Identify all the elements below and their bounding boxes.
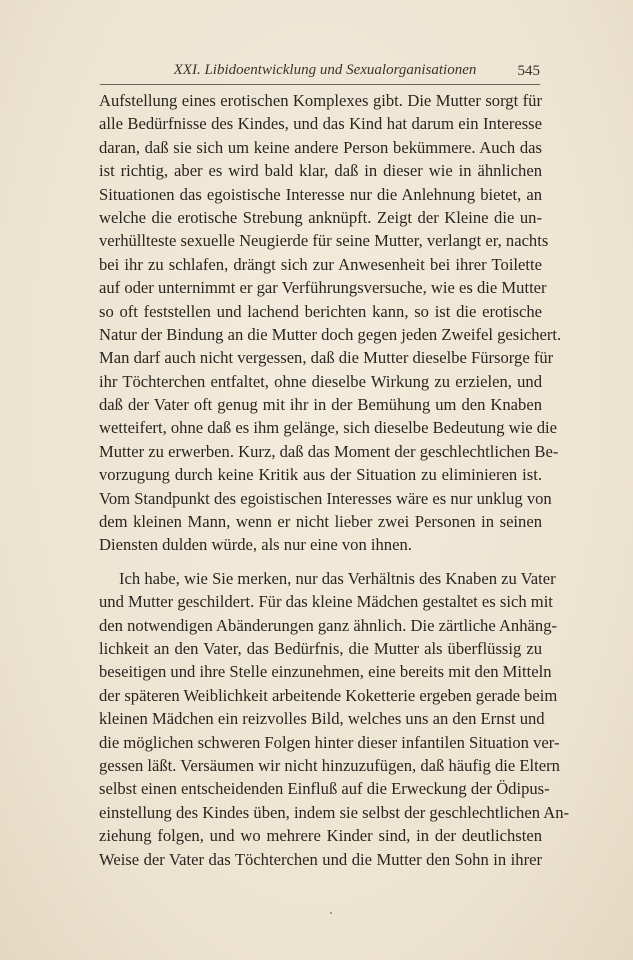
text-line: Situationen das egoistische Interesse nur die Anlehnung bietet, an (99, 184, 542, 204)
text-line: der späteren Weiblichkeit arbeitende Koketterie ergeben gerade beim (99, 685, 558, 705)
text-line: ist richtig, aber es wird bald klar, daß in dieser wie in ähnlichen (99, 161, 542, 181)
text-line: vorzugung durch keine Kritik aus der Situation zu eliminieren ist. (99, 465, 542, 485)
text-line: lichkeit an den Vater, das Bedürfnis, die Mutter als überflüssig zu (99, 638, 542, 658)
text-line: auf oder unternimmt er gar Verführungsversuche, wie es die Mutter (99, 278, 547, 298)
text-line: Natur der Bindung an die Mutter doch gegen jeden Zweifel gesichert. (99, 324, 562, 344)
text-line: daran, daß sie sich um keine andere Person bekümmere. Auch das (99, 137, 542, 157)
page-number: 545 (517, 63, 540, 79)
text-line: gessen läßt. Versäumen wir nicht hinzuzufügen, daß häufig die Eltern (99, 755, 560, 775)
running-head (100, 62, 540, 82)
text-line: einstellung des Kindes üben, indem sie selbst der geschlechtlichen An- (99, 802, 570, 822)
text-line: kleinen Mädchen ein reizvolles Bild, welches uns an den Ernst und (99, 709, 545, 729)
paragraph-2 (99, 567, 570, 871)
text-line: die möglichen schweren Folgen hinter dieser infantilen Situation ver- (99, 732, 560, 752)
text-line: Ich habe, wie Sie merken, nur das Verhältnis des Knaben zu Vater (119, 568, 556, 588)
text-line: wetteifert, ohne daß es ihm gelänge, sich dieselbe Bedeutung wie die (99, 418, 558, 438)
text-line: selbst einen entscheidenden Einfluß auf die Erweckung der Ödipus- (99, 779, 550, 799)
text-line: so oft feststellen und lachend berichten kann, so ist die erotische (99, 301, 542, 321)
text-line: welche die erotische Strebung anknüpft. Zeigt der Kleine die un- (99, 207, 542, 227)
body-text (99, 89, 570, 871)
text-line: alle Bedürfnisse des Kindes, und das Kind hat darum ein Interesse (99, 114, 542, 134)
print-speck (330, 912, 332, 914)
text-line: Diensten dulden würde, als nur eine von ihnen. (99, 535, 412, 555)
text-line: und Mutter geschildert. Für das kleine Mädchen gestaltet es sich mit (99, 592, 553, 612)
text-line: bei ihr zu schlafen, drängt sich zur Anwesenheit bei ihrer Toilette (99, 254, 542, 274)
text-line: Mutter zu erwerben. Kurz, daß das Moment der geschlechtlichen Be- (99, 441, 559, 461)
text-line: ihr Töchterchen entfaltet, ohne dieselbe Wirkung zu erzielen, und (99, 371, 542, 391)
text-line: Vom Standpunkt des egoistischen Interesses wäre es nur unklug von (99, 488, 552, 508)
chapter-title: XXI. Libidoentwicklung und Sexualorganisationen (173, 62, 477, 78)
header-rule (100, 84, 540, 85)
text-line: verhüllteste sexuelle Neugierde für seine Mutter, verlangt er, nachts (99, 231, 549, 251)
text-line: daß der Vater oft genug mit ihr in der Bemühung um den Knaben (99, 395, 542, 415)
text-line: dem kleinen Mann, wenn er nicht lieber zwei Personen in seinen (99, 512, 542, 532)
paragraph-gap (99, 557, 542, 567)
paragraph-1 (99, 89, 562, 557)
text-line: beseitigen und ihre Stelle einzunehmen, eine bereits mit den Mitteln (99, 662, 552, 682)
text-line: Man darf auch nicht vergessen, daß die Mutter dieselbe Fürsorge für (99, 348, 554, 368)
text-line: ziehung folgen, und wo mehrere Kinder sind, in der deutlichsten (99, 826, 542, 846)
text-line: den notwendigen Abänderungen ganz ähnlich. Die zärtliche Anhäng- (99, 615, 558, 635)
text-line: Weise der Vater das Töchterchen und die Mutter den Sohn in ihrer (99, 849, 542, 869)
text-line: Aufstellung eines erotischen Komplexes gibt. Die Mutter sorgt für (99, 91, 542, 110)
